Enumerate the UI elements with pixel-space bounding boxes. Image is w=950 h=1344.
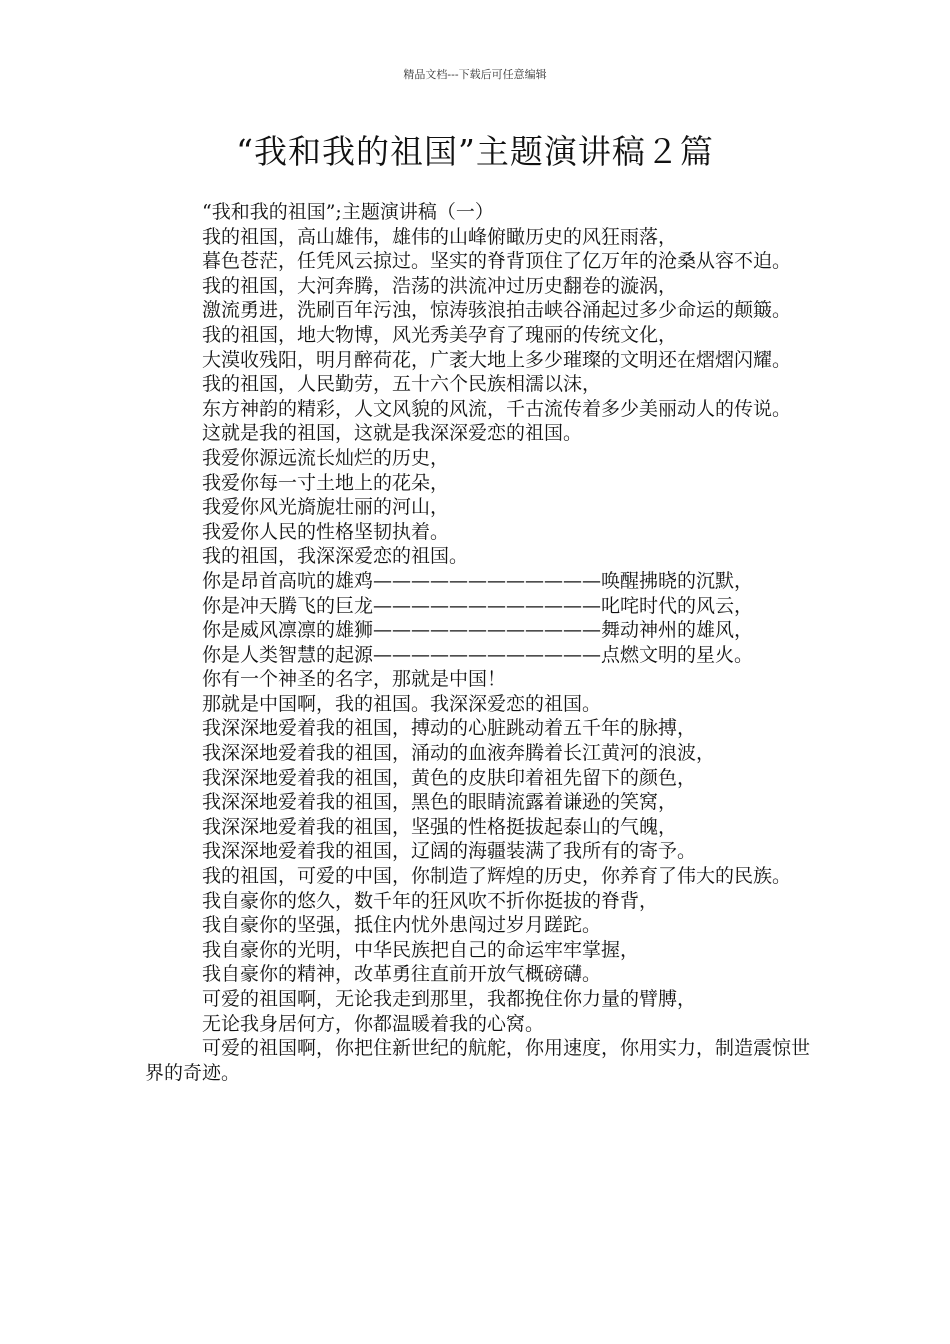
paragraph: 我自豪你的悠久，数千年的狂风吹不折你挺拔的脊背，	[202, 889, 659, 912]
paragraph: 这就是我的祖国，这就是我深深爱恋的祖国。	[202, 422, 583, 445]
paragraph: 可爱的祖国啊，你把住新世纪的航舵，你用速度，你用实力，制造震惊世界的奇迹。	[145, 1037, 811, 1084]
paragraph: 我深深地爱着我的祖国，坚强的性格挺拔起泰山的气魄，	[202, 815, 678, 838]
paragraph: 我深深地爱着我的祖国，黄色的皮肤印着祖先留下的颜色，	[202, 766, 697, 789]
paragraph: 我深深地爱着我的祖国，黑色的眼睛流露着谦逊的笑窝，	[202, 791, 678, 814]
paragraph: 我的祖国，可爱的中国，你制造了辉煌的历史，你养育了伟大的民族。	[202, 865, 792, 888]
paragraph: 东方神韵的精彩，人文风貌的风流，千古流传着多少美丽动人的传说。	[202, 397, 792, 420]
paragraph-dash-line: 你是威风凛凛的雄狮————————————舞动神州的雄风，	[202, 619, 754, 642]
paragraph-dash-line: 你是昂首高吭的雄鸡————————————唤醒拂晓的沉默，	[202, 569, 754, 592]
page-header: 精品文档---下载后可任意编辑	[403, 68, 547, 81]
paragraph: 我爱你源远流长灿烂的历史，	[202, 446, 450, 469]
paragraph: 暮色苍茫，任凭风云掠过。坚实的脊背顶住了亿万年的沧桑从容不迫。	[202, 250, 792, 273]
paragraph-dash-line: 你是冲天腾飞的巨龙————————————叱咤时代的风云，	[202, 594, 754, 617]
paragraph: 我爱你每一寸土地上的花朵，	[202, 471, 450, 494]
paragraph: 我深深地爱着我的祖国，搏动的心脏跳动着五千年的脉搏，	[202, 717, 697, 740]
document-title: “我和我的祖国”主题演讲稿２篇	[236, 132, 714, 171]
paragraph: 我自豪你的精神，改革勇往直前开放气概磅礴。	[202, 963, 602, 986]
paragraph: 那就是中国啊，我的祖国。我深深爱恋的祖国。	[202, 692, 602, 715]
paragraph-dash-line: 你是人类智慧的起源————————————点燃文明的星火。	[202, 643, 754, 666]
paragraph: 你有一个神圣的名字，那就是中国！	[202, 668, 507, 691]
paragraph: 激流勇进，洗刷百年污浊，惊涛骇浪拍击峡谷涌起过多少命运的颠簸。	[202, 299, 792, 322]
paragraph: 我的祖国，大河奔腾，浩荡的洪流冲过历史翻卷的漩涡，	[202, 274, 678, 297]
paragraph: 大漠收残阳，明月醉荷花，广袤大地上多少璀璨的文明还在熠熠闪耀。	[202, 348, 792, 371]
paragraph: 我自豪你的坚强，抵住内忧外患闯过岁月蹉跎。	[202, 914, 602, 937]
paragraph: 无论我身居何方，你都温暖着我的心窝。	[202, 1012, 545, 1035]
paragraph-subtitle: “我和我的祖国”;主题演讲稿（一）	[202, 201, 494, 223]
paragraph: 可爱的祖国啊，无论我走到那里，我都挽住你力量的臂膊，	[202, 988, 697, 1010]
paragraph: 我深深地爱着我的祖国，辽阔的海疆装满了我所有的寄予。	[202, 840, 697, 863]
paragraph: 我的祖国，我深深爱恋的祖国。	[202, 545, 469, 568]
paragraph: 我自豪你的光明，中华民族把自己的命运牢牢掌握，	[202, 938, 640, 961]
paragraph: 我深深地爱着我的祖国，涌动的血液奔腾着长江黄河的浪波，	[202, 742, 716, 765]
paragraph: 我的祖国，高山雄伟，雄伟的山峰俯瞰历史的风狂雨落，	[202, 225, 678, 248]
paragraph: 我爱你人民的性格坚韧执着。	[202, 520, 450, 543]
paragraph: 我的祖国，人民勤劳，五十六个民族相濡以沫，	[202, 373, 602, 396]
document-body	[145, 200, 810, 1085]
paragraph: 我爱你风光旖旎壮丽的河山，	[202, 496, 450, 519]
paragraph: 我的祖国，地大物博，风光秀美孕育了瑰丽的传统文化，	[202, 323, 678, 346]
